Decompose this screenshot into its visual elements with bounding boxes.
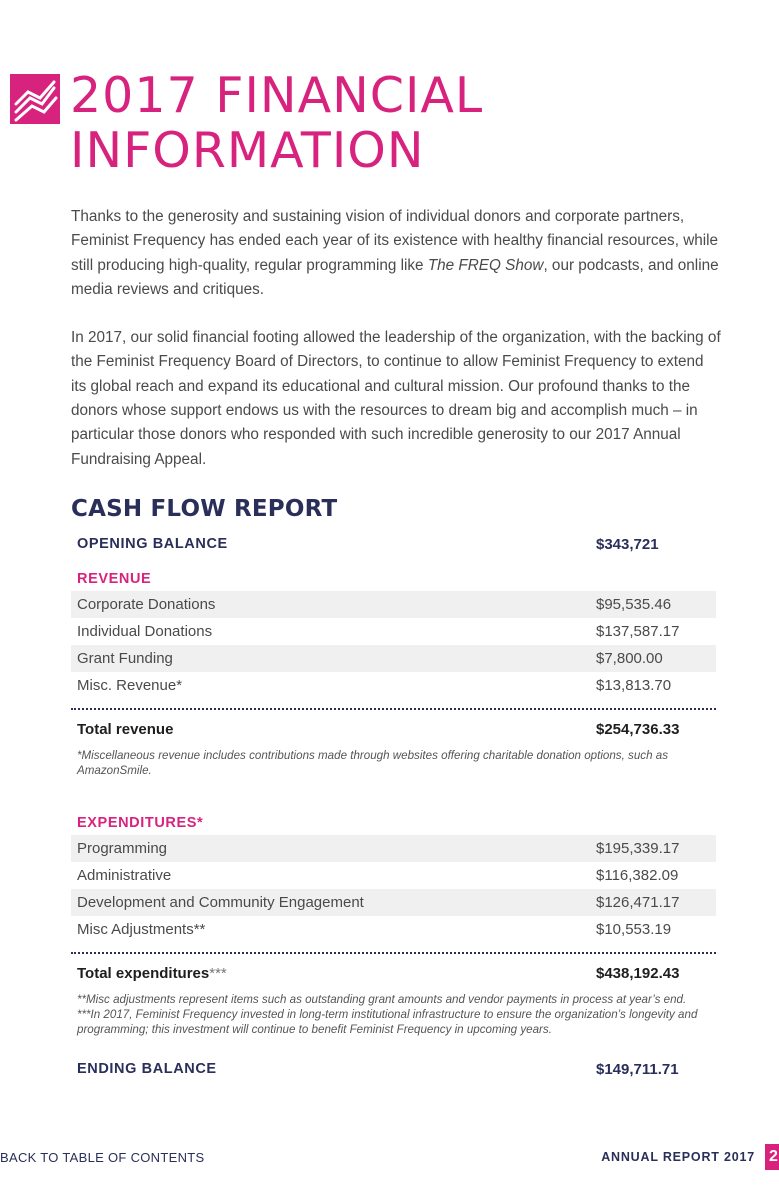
- ending-balance-row: [71, 1055, 716, 1083]
- show-title: The FREQ Show: [427, 256, 544, 274]
- table-row: [71, 862, 716, 889]
- total-expenditures-row: [71, 954, 716, 992]
- intro-p1-text-end: , our podcasts, and online media reviews and critiques.: [71, 256, 719, 298]
- intro-p1-text: Thanks to the generosity and sustaining vision of individual donors and corporate partners, Feminist Frequency has ended each year of its existence with healthy financial resources, while still producing high-quality, regular programming like: [71, 208, 719, 274]
- table-row: [71, 645, 716, 672]
- row-label: Development and Community Engagement: [77, 894, 364, 911]
- total-revenue-value: $254,736.33: [596, 720, 680, 738]
- row-value: $7,800.00: [596, 650, 663, 667]
- report-name: ANNUAL REPORT 2017: [601, 1150, 755, 1164]
- total-expenditures-value: $438,192.43: [596, 964, 680, 982]
- row-label: Misc. Revenue*: [77, 677, 183, 694]
- table-row: [71, 835, 716, 862]
- page-title-line-1: 2017 FINANCIAL: [70, 67, 484, 124]
- table-row: [71, 591, 716, 618]
- intro-paragraph-2: In 2017, our solid financial footing allowed the leadership of the organization, with the backing of the Feminist Frequency Board of Directors, to continue to allow Feminist Frequency to extend its global reach and expand its educational and cultural mission. Our profound thanks to the donors whose support endows us with the resources to dream big and accomplish much – in particular those donors who responded with such incredible generosity to our 2017 Annual Fundraising Appeal.: [71, 329, 721, 468]
- row-label: Misc Adjustments**: [77, 921, 206, 938]
- back-to-contents-link[interactable]: BACK TO TABLE OF CONTENTS: [0, 1150, 205, 1165]
- row-label: Individual Donations: [77, 623, 213, 640]
- feminist-frequency-logo-icon: [10, 74, 60, 124]
- total-expenditures-label: [71, 965, 227, 982]
- revenue-heading: REVENUE: [77, 571, 152, 587]
- page-title: [70, 68, 483, 178]
- intro-text: [71, 205, 721, 496]
- row-value: $126,471.17: [596, 894, 680, 911]
- row-label: Corporate Donations: [77, 596, 216, 613]
- opening-balance-value: $343,721: [596, 535, 659, 553]
- intro-paragraph-1: [71, 205, 721, 302]
- row-label: Grant Funding: [77, 650, 173, 667]
- total-revenue-label: Total revenue: [77, 720, 174, 738]
- table-row: [71, 916, 716, 943]
- row-value: $137,587.17: [596, 623, 680, 640]
- total-expenditures-text: Total expenditures: [77, 964, 210, 982]
- row-label: Administrative: [77, 867, 172, 884]
- table-row: [71, 618, 716, 645]
- revenue-footnote: *Miscellaneous revenue includes contributions made through websites offering charitable donation options, such as AmazonSmile.: [77, 749, 668, 777]
- footnote-marker: ***: [209, 964, 227, 982]
- table-row: [71, 889, 716, 916]
- investment-footnote: ***In 2017, Feminist Frequency invested in long-term institutional infrastructure to ensure the organization’s longevity and programming; this investment will continue to benefit Feminist Frequency in upcoming years.: [77, 1008, 698, 1036]
- cash-flow-report-title: CASH FLOW REPORT: [71, 496, 338, 522]
- opening-balance-row: [71, 530, 716, 558]
- row-label: Programming: [77, 840, 168, 857]
- ending-balance-label: ENDING BALANCE: [77, 1061, 217, 1077]
- page-number: 2: [765, 1144, 779, 1170]
- cash-flow-table: [71, 530, 716, 1083]
- row-value: $95,535.46: [596, 596, 672, 613]
- opening-balance-label: OPENING BALANCE: [77, 536, 228, 552]
- adjustments-footnote: **Misc adjustments represent items such as outstanding grant amounts and vendor payments in process at year’s end.: [77, 993, 687, 1006]
- table-row: [71, 672, 716, 699]
- page-title-line-2: INFORMATION: [70, 122, 425, 179]
- row-value: $195,339.17: [596, 840, 680, 857]
- expenditures-heading: EXPENDITURES*: [77, 815, 204, 831]
- row-value: $13,813.70: [596, 677, 672, 694]
- total-revenue-row: [71, 710, 716, 748]
- ending-balance-value: $149,711.71: [596, 1060, 679, 1078]
- row-value: $116,382.09: [596, 867, 679, 884]
- row-value: $10,553.19: [596, 921, 672, 938]
